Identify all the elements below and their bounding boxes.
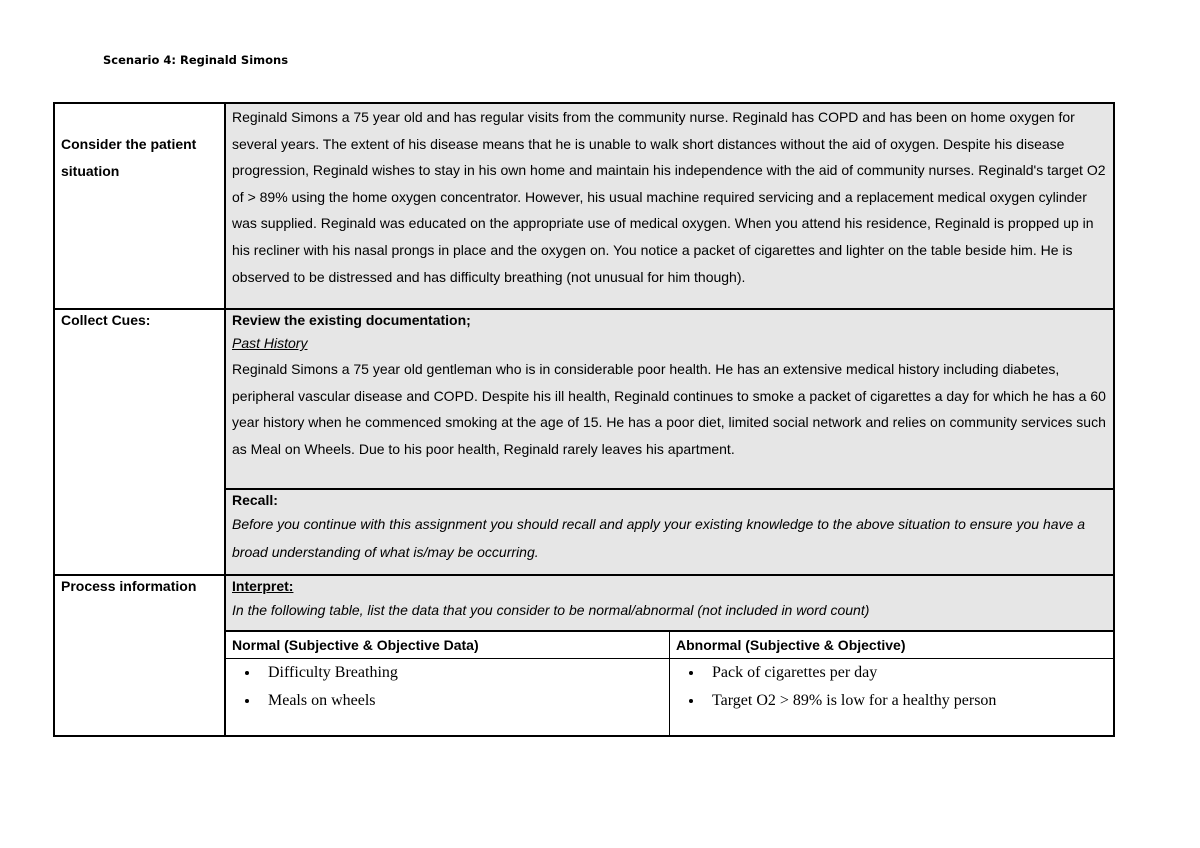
list-item: • Difficulty Breathing xyxy=(260,659,669,687)
situation-label-cell xyxy=(54,103,225,309)
situation-label-line2: situation xyxy=(61,162,120,179)
review-heading: Review the existing documentation; xyxy=(232,312,471,328)
past-history-text: Reginald Simons a 75 year old gentleman who is in considerable poor health. He has an extensive medical history including diabetes, peripheral vascular disease and COPD. Despite his ill health, Reginald continues to smoke a packet of cigarettes a day for which he has a 60 year history when he commenced smoking at the age of 15. He has a poor diet, limited social network and relies on community services such as Meal on Wheels. Due to his poor health, Reginald rarely leaves his apartment. xyxy=(232,361,1106,457)
process-row xyxy=(54,575,1114,736)
list-item: • Target O2 > 89% is low for a healthy person xyxy=(704,687,1113,715)
cues-row xyxy=(54,309,1114,489)
recall-text: Before you continue with this assignment you should recall and apply your existing knowledge to the above situation to ensure you have a broad understanding of what is/may be occurring. xyxy=(232,516,1085,560)
list-item: • Pack of cigarettes per day xyxy=(704,659,1113,687)
normal-abnormal-table xyxy=(226,630,1113,735)
situation-text-cell xyxy=(225,103,1114,309)
cues-label: Collect Cues: xyxy=(61,312,151,328)
abnormal-column-body xyxy=(670,659,1114,736)
recall-cell xyxy=(225,489,1114,575)
process-label: Process information xyxy=(61,578,197,594)
page-title: Scenario 4: Reginald Simons xyxy=(103,53,289,67)
recall-heading: Recall: xyxy=(232,492,278,508)
normal-column-body xyxy=(226,659,670,736)
normal-list xyxy=(232,659,669,715)
situation-label-line1: Consider the patient xyxy=(61,136,197,152)
past-history-heading: Past History xyxy=(232,335,308,351)
situation-row xyxy=(54,103,1114,309)
abnormal-list xyxy=(676,659,1113,715)
interpret-heading: Interpret: xyxy=(232,578,294,594)
process-label-cell xyxy=(54,575,225,736)
list-item: • Meals on wheels xyxy=(260,687,669,715)
interpret-text: In the following table, list the data that you consider to be normal/abnormal (not included in word count) xyxy=(232,602,870,618)
interpret-block xyxy=(226,576,1113,630)
abnormal-column-heading: Abnormal (Subjective & Objective) xyxy=(670,631,1114,659)
normal-abnormal-body-row xyxy=(226,659,1113,736)
cues-label-cell xyxy=(54,309,225,575)
documentation-cell xyxy=(225,309,1114,489)
normal-abnormal-header-row xyxy=(226,631,1113,659)
process-content-cell xyxy=(225,575,1114,736)
scenario-table xyxy=(53,102,1115,737)
normal-column-heading: Normal (Subjective & Objective Data) xyxy=(226,631,670,659)
situation-text: Reginald Simons a 75 year old and has regular visits from the community nurse. Reginald has COPD and has been on home oxygen for several years. The extent of his disease means that he is unable to walk short distances without the aid of oxygen. Despite his disease progression, Reginald wishes to stay in his own home and maintain his independence with the aid of community nurses. Reginald's target O2 of > 89% using the home oxygen concentrator. However, his usual machine required servicing and a replacement medical oxygen cylinder was supplied. Reginald was educated on the appropriate use of medical oxygen. When you attend his residence, Reginald is propped up in his recliner with his nasal prongs in place and the oxygen on. You notice a packet of cigarettes and lighter on the table beside him. He is observed to be distressed and has difficulty breathing (not unusual for him though). xyxy=(232,109,1106,285)
